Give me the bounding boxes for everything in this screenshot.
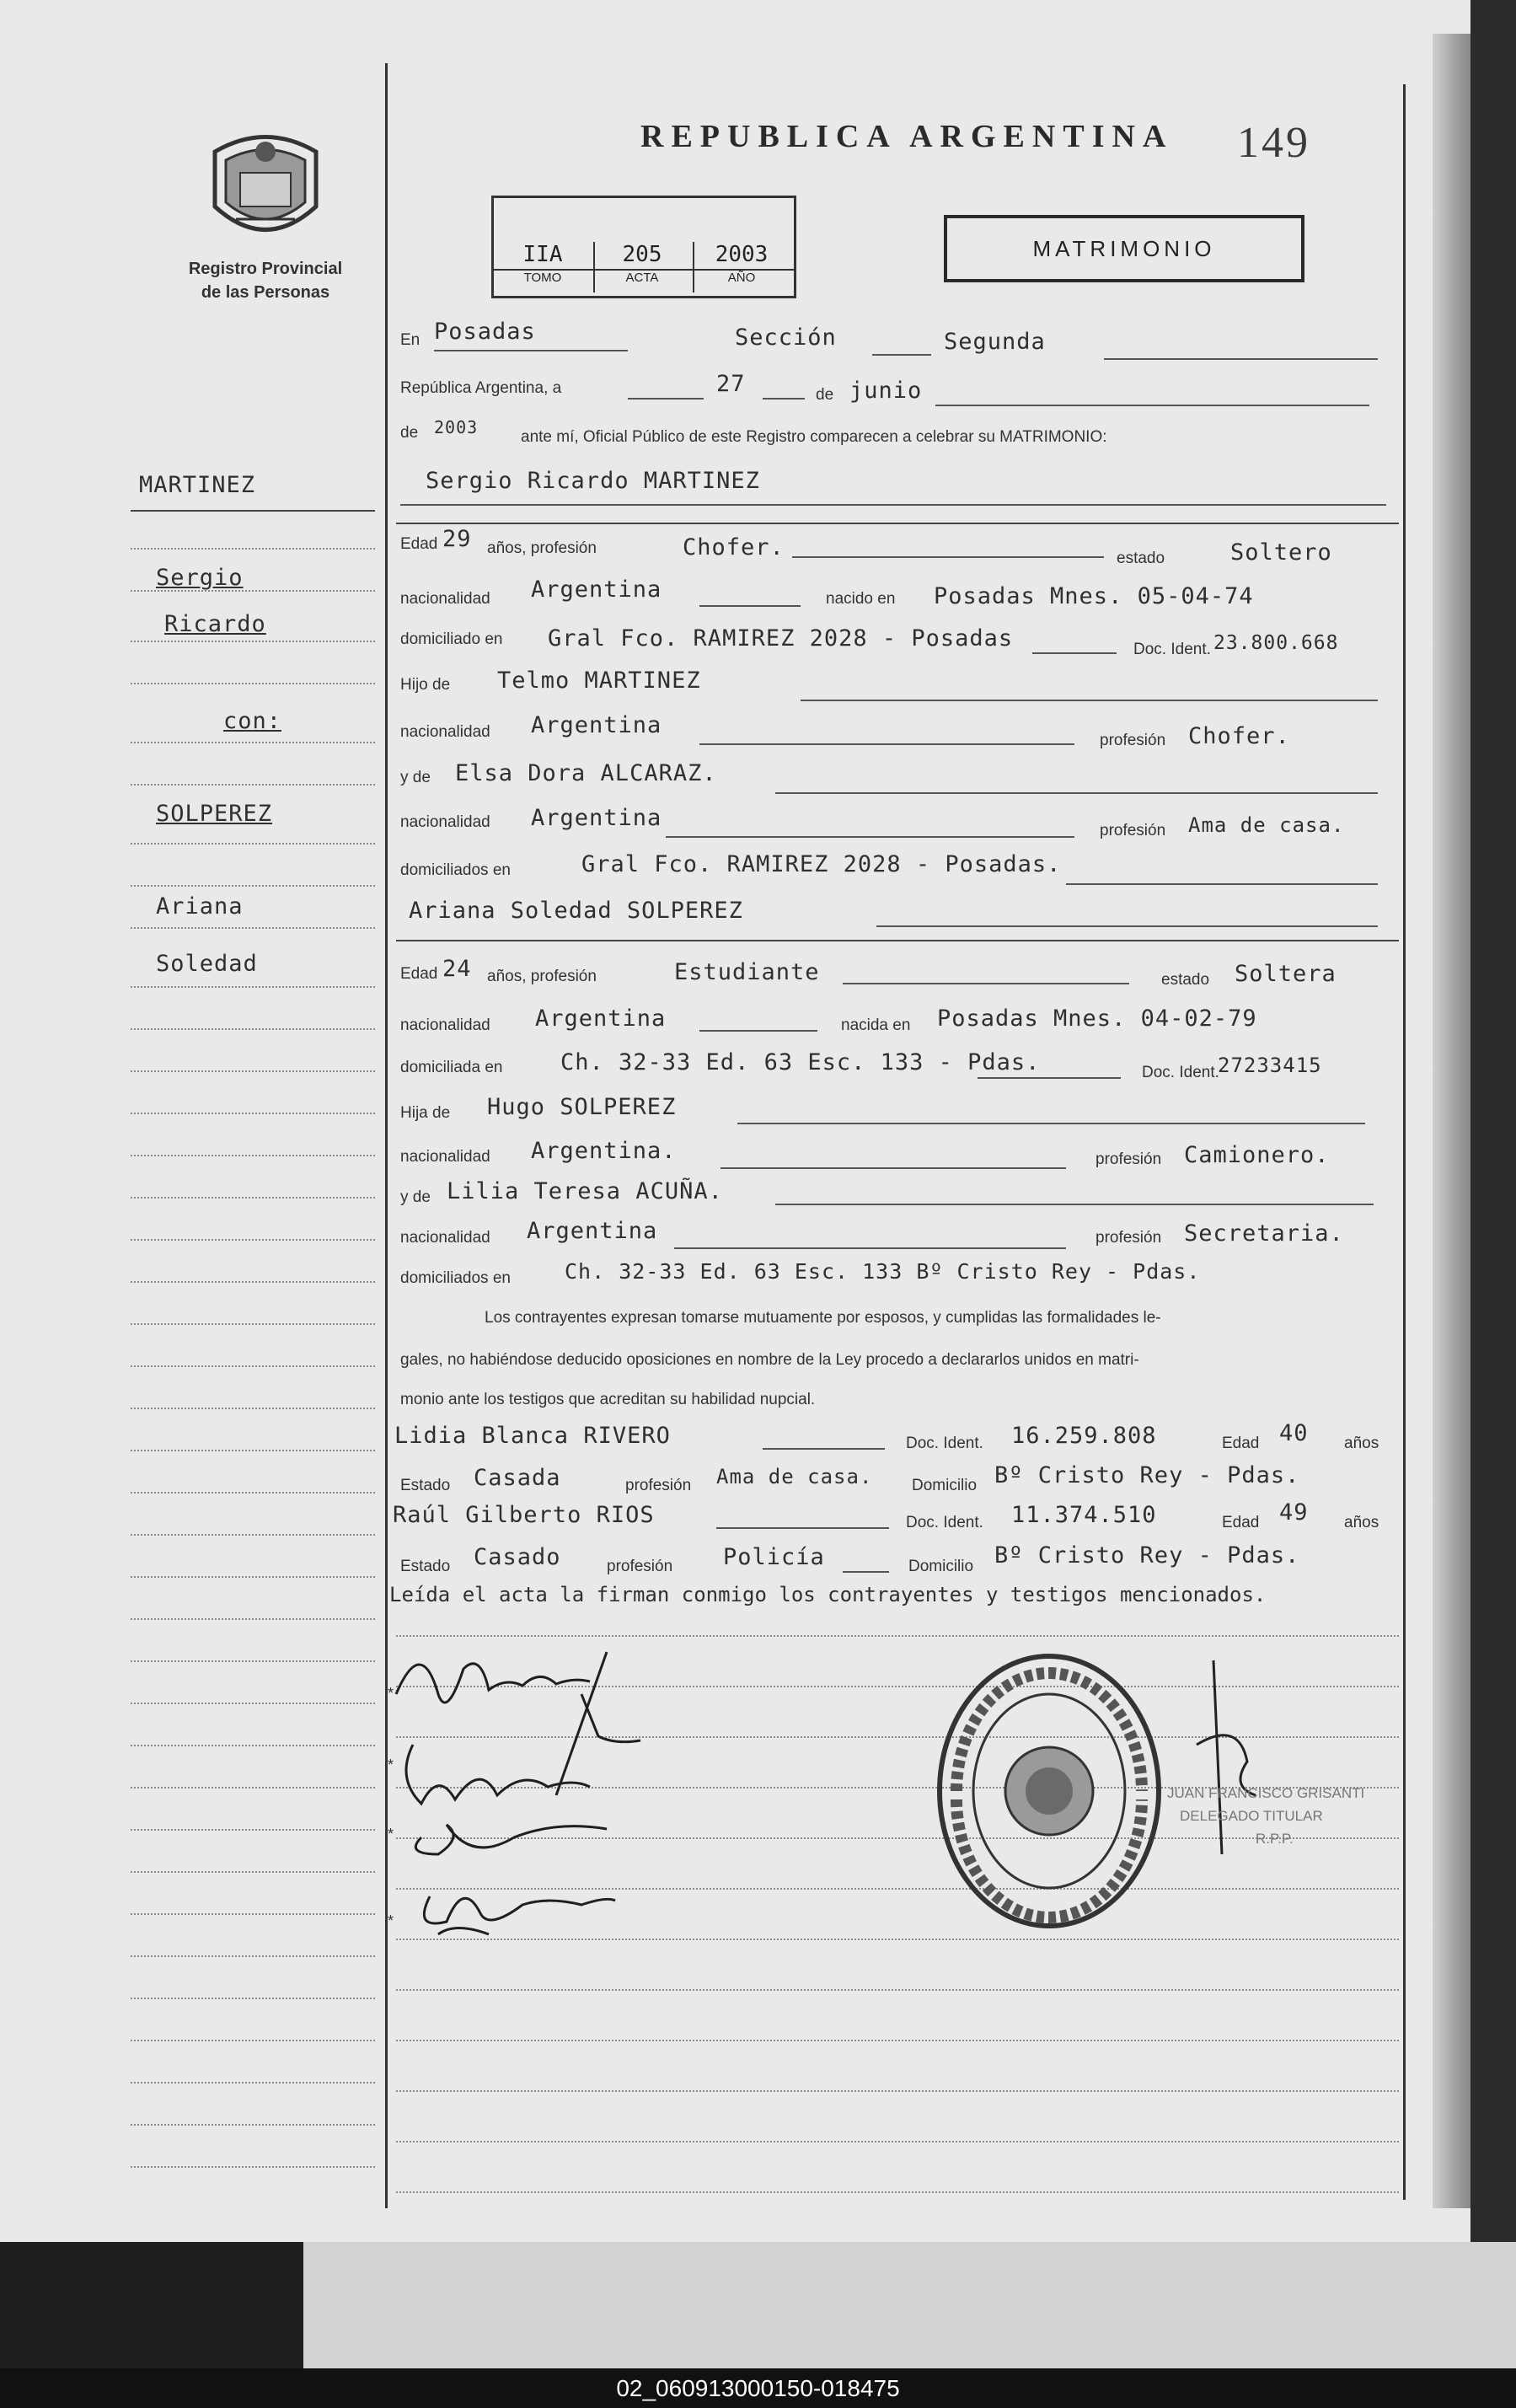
label-nacionalidad: nacionalidad [400, 1016, 490, 1034]
bride-age: 24 [442, 956, 472, 982]
label-hija-de: Hija de [400, 1104, 451, 1122]
witness1-doc: 16.259.808 [1011, 1423, 1157, 1449]
svg-text:*: * [388, 1685, 394, 1702]
groom-civil-status: Soltero [1230, 539, 1332, 566]
label-seccion: Sección [735, 324, 837, 351]
label-doc-ident: Doc. Ident. [1142, 1064, 1219, 1081]
svg-text:*: * [388, 1912, 394, 1929]
official-title: DELEGADO TITULAR [1180, 1808, 1323, 1824]
groom-mother-nationality: Argentina [531, 805, 662, 831]
label-nacionalidad: nacionalidad [400, 1148, 490, 1166]
label-domicilio: Domicilio [908, 1558, 974, 1575]
coat-of-arms-icon [202, 126, 329, 244]
label-profesion: profesión [1095, 1229, 1162, 1247]
groom-father: Telmo MARTINEZ [497, 668, 701, 694]
registry-line-2: de las Personas [201, 283, 330, 302]
groom-name: Sergio Ricardo MARTINEZ [426, 468, 760, 494]
page-title: REPUBLICA ARGENTINA [640, 119, 1174, 154]
signatures [388, 1644, 691, 1981]
label-doc-ident: Doc. Ident. [1133, 641, 1211, 658]
witness1-name: Lidia Blanca RIVERO [394, 1423, 671, 1449]
label-profesion: profesión [625, 1477, 692, 1494]
label-estado: estado [1161, 971, 1210, 989]
margin-rule [131, 510, 375, 512]
label-republica: República Argentina, a [400, 379, 562, 397]
label-estado-cap: Estado [400, 1477, 451, 1494]
closing-text-1: Los contrayentes expresan tomarse mutuamente por esposos, y cumplidas las formalidades le- [485, 1309, 1161, 1327]
label-domiciliados-en: domiciliados en [400, 1269, 511, 1287]
groom-mother: Elsa Dora ALCARAZ. [455, 760, 717, 786]
closing-text-2: gales, no habiéndose deducido oposiciones en nombre de la Ley procedo a declararlos unidos en matri- [400, 1351, 1139, 1369]
label-nacionalidad: nacionalidad [400, 813, 490, 831]
witness1-age: 40 [1279, 1420, 1309, 1446]
label-nacida-en: nacida en [841, 1016, 911, 1034]
groom-nationality: Argentina [531, 577, 662, 603]
folio-number: 149 [1237, 119, 1310, 167]
closing-handwritten: Leída el acta la firman conmigo los contrayentes y testigos mencionados. [389, 1583, 1267, 1606]
label-nacionalidad: nacionalidad [400, 590, 490, 608]
bride-profession: Estudiante [674, 959, 820, 985]
closing-text-3: monio ante los testigos que acreditan su habilidad nupcial. [400, 1391, 816, 1408]
label-edad: Edad [1222, 1435, 1260, 1452]
groom-father-profession: Chofer. [1188, 723, 1290, 749]
bride-father-nationality: Argentina. [531, 1138, 677, 1164]
record-section: Segunda [944, 329, 1046, 355]
label-en: En [400, 331, 421, 349]
bride-father-profession: Camionero. [1184, 1142, 1330, 1168]
label-profesion: profesión [607, 1558, 673, 1575]
witness2-name: Raúl Gilberto RIOS [393, 1502, 655, 1528]
ano-label: AÑO [727, 271, 756, 285]
groom-doc: 23.800.668 [1213, 632, 1339, 654]
bride-mother-nationality: Argentina [527, 1218, 658, 1244]
registry-title [143, 257, 388, 304]
bride-address: Ch. 32-33 Ed. 63 Esc. 133 - Pdas. [560, 1049, 1041, 1075]
margin-groom-name1: Sergio [156, 565, 244, 591]
label-de-mes: de [816, 386, 834, 404]
label-nacido-en: nacido en [826, 590, 896, 608]
margin-con: con: [223, 708, 282, 734]
label-anos-profesion: años, profesión [487, 968, 597, 985]
registry-line-1: Registro Provincial [188, 260, 343, 278]
margin-groom-name2: Ricardo [164, 611, 266, 637]
label-profesion: profesión [1100, 822, 1166, 839]
bride-doc: 27233415 [1218, 1054, 1322, 1077]
groom-age: 29 [442, 526, 472, 552]
label-y-de: y de [400, 1188, 431, 1206]
label-estado: estado [1117, 550, 1165, 567]
groom-profession: Chofer. [683, 534, 785, 560]
label-edad: Edad [1222, 1514, 1260, 1531]
record-place: Posadas [434, 319, 536, 345]
label-anos: años [1344, 1435, 1379, 1452]
official-office: R.P.P. [1256, 1831, 1294, 1847]
record-month: junio [849, 378, 923, 404]
page-bottom-band [303, 2242, 1516, 2368]
bride-father: Hugo SOLPEREZ [487, 1094, 677, 1120]
bride-mother: Lilia Teresa ACUÑA. [447, 1178, 723, 1204]
label-doc-ident: Doc. Ident. [906, 1514, 983, 1531]
label-edad: Edad [400, 535, 438, 553]
section-rule [396, 523, 1399, 524]
bride-civil-status: Soltera [1235, 961, 1337, 987]
scan-footer [0, 2368, 1516, 2408]
label-profesion: profesión [1095, 1150, 1162, 1168]
svg-text:*: * [388, 1756, 394, 1773]
witness2-address: Bº Cristo Rey - Pdas. [994, 1542, 1300, 1569]
margin-bride-name2: Soledad [156, 951, 258, 977]
label-domiciliada-en: domiciliada en [400, 1059, 503, 1076]
margin-bride-surname: SOLPEREZ [156, 801, 273, 827]
witness2-doc: 11.374.510 [1011, 1502, 1157, 1528]
ano-value: 2003 [715, 242, 769, 267]
label-profesion: profesión [1100, 732, 1166, 749]
label-hijo-de: Hijo de [400, 676, 451, 694]
tomo-label: TOMO [523, 271, 562, 285]
tomo-acta-box [491, 196, 796, 298]
right-border [1403, 84, 1406, 2200]
act-type-box: MATRIMONIO [944, 215, 1304, 282]
acta-value: 205 [622, 242, 662, 267]
label-estado-cap: Estado [400, 1558, 451, 1575]
label-de-anio: de [400, 424, 419, 442]
bride-mother-profession: Secretaria. [1184, 1220, 1344, 1247]
label-ante-mi: ante mí, Oficial Público de este Registro comparecen a celebrar su MATRIMONIO: [521, 428, 1107, 446]
record-day: 27 [716, 371, 746, 397]
groom-father-nationality: Argentina [531, 712, 662, 738]
label-edad: Edad [400, 965, 438, 983]
groom-birth: Posadas Mnes. 05-04-74 [934, 583, 1254, 609]
bride-birth: Posadas Mnes. 04-02-79 [937, 1006, 1257, 1032]
bride-nationality: Argentina [535, 1006, 667, 1032]
witness2-profession: Policía [723, 1544, 825, 1570]
groom-parents-address: Gral Fco. RAMIREZ 2028 - Posadas. [581, 851, 1062, 877]
margin-bride-name1: Ariana [156, 893, 244, 920]
label-anos: años [1344, 1514, 1379, 1531]
label-anos-profesion: años, profesión [487, 539, 597, 557]
bride-parents-address: Ch. 32-33 Ed. 63 Esc. 133 Bº Cristo Rey - Pdas. [565, 1259, 1201, 1284]
witness2-age: 49 [1279, 1499, 1309, 1526]
label-domicilio: Domicilio [912, 1477, 978, 1494]
witness1-address: Bº Cristo Rey - Pdas. [994, 1462, 1300, 1488]
margin-groom-surname: MARTINEZ [139, 472, 256, 498]
svg-text:*: * [388, 1826, 394, 1842]
witness1-profession: Ama de casa. [716, 1465, 873, 1488]
book-edge [1470, 0, 1516, 2267]
label-y-de: y de [400, 769, 431, 786]
label-nacionalidad: nacionalidad [400, 723, 490, 741]
witness1-status: Casada [474, 1465, 561, 1491]
label-domiciliado-en: domiciliado en [400, 630, 503, 648]
record-year: 2003 [434, 417, 479, 437]
bride-name: Ariana Soledad SOLPEREZ [409, 898, 743, 924]
label-domiciliados-en: domiciliados en [400, 861, 511, 879]
section-rule [396, 940, 1399, 941]
witness2-status: Casado [474, 1544, 561, 1570]
groom-address: Gral Fco. RAMIREZ 2028 - Posadas [548, 625, 1014, 652]
label-nacionalidad: nacionalidad [400, 1229, 490, 1247]
official-name: JUAN FRANCISCO GRISANTI [1167, 1785, 1365, 1801]
label-doc-ident: Doc. Ident. [906, 1435, 983, 1452]
image-id: 02_060913000150-018475 [616, 2375, 900, 2401]
tomo-value: IIA [522, 242, 563, 267]
registry-seal-icon [923, 1648, 1176, 1951]
groom-mother-profession: Ama de casa. [1188, 813, 1345, 837]
acta-label: ACTA [625, 271, 659, 285]
